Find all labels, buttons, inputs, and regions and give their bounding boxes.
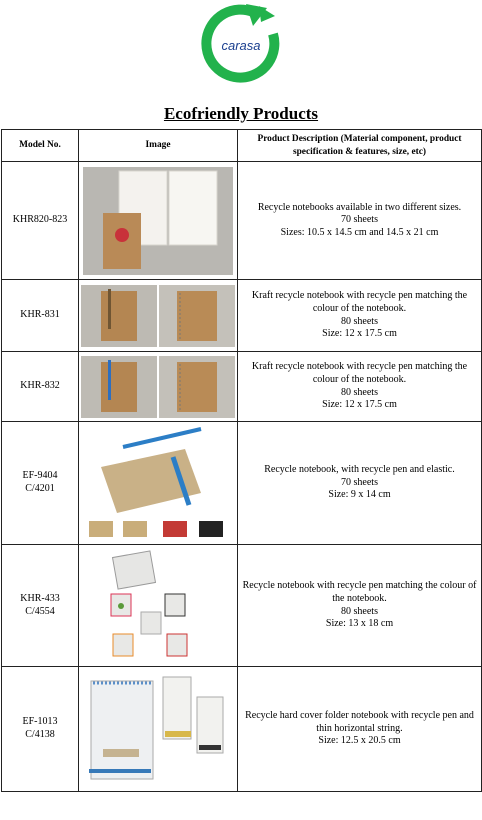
spiral-notebooks-photo [83, 550, 233, 662]
page-title: Ecofriendly Products [163, 104, 319, 123]
model-cell: KHR-832 [2, 352, 79, 422]
image-cell [79, 162, 238, 280]
description-cell: Recycle notebook, with recycle pen and elastic. 70 sheets Size: 9 x 14 cm [238, 422, 482, 545]
table-row [2, 352, 482, 422]
two-notebooks-photo [83, 167, 233, 275]
table-row [2, 280, 482, 352]
header-model: Model No. [2, 130, 79, 162]
brand-name: carasa [221, 38, 261, 53]
image-cell [79, 545, 238, 667]
kraft-notebook-photo [81, 285, 235, 347]
table-row [2, 162, 482, 280]
kraft-notebook-blue-photo [81, 356, 235, 418]
image-cell [79, 280, 238, 352]
model-cell: EF-9404 C/4201 [2, 422, 79, 545]
model-cell: KHR820-823 [2, 162, 79, 280]
header-image: Image [79, 130, 238, 162]
table-header-row [2, 130, 482, 162]
model-cell: KHR-433 C/4554 [2, 545, 79, 667]
description-cell: Recycle notebooks available in two different sizes. 70 sheets Sizes: 10.5 x 14.5 cm and 14.5 x 21 cm [238, 162, 482, 280]
image-cell [79, 352, 238, 422]
description-cell: Recycle notebook with recycle pen matching the colour of the notebook. 80 sheets Size: 13 x 18 cm [238, 545, 482, 667]
table-row [2, 545, 482, 667]
image-cell [79, 422, 238, 545]
description-cell: Kraft recycle notebook with recycle pen matching the colour of the notebook. 80 sheets Size: 12 x 17.5 cm [238, 280, 482, 352]
elastic-notebook-photo [83, 427, 233, 539]
model-cell: KHR-831 [2, 280, 79, 352]
table-row [2, 422, 482, 545]
table-row [2, 667, 482, 792]
model-cell: EF-1013 C/4138 [2, 667, 79, 792]
image-cell [79, 667, 238, 792]
carasa-logo [201, 4, 281, 84]
header-description: Product Description (Material component, product specification & features, size, etc) [238, 130, 482, 162]
products-table [1, 129, 482, 792]
folder-notebook-photo [83, 673, 233, 785]
description-cell: Recycle hard cover folder notebook with recycle pen and thin horizontal string. Size: 12.5 x 20.5 cm [238, 667, 482, 792]
description-cell: Kraft recycle notebook with recycle pen matching the colour of the notebook. 80 sheets Size: 12 x 17.5 cm [238, 352, 482, 422]
